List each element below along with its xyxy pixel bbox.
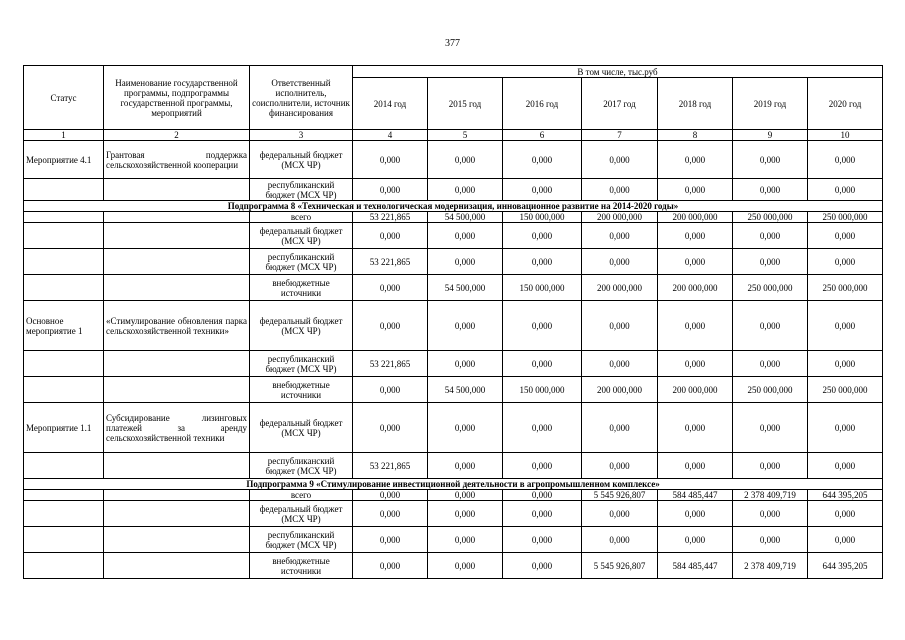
value-cell: 0,000: [808, 223, 883, 249]
name-cell: [104, 212, 250, 223]
status-cell: [24, 527, 104, 553]
value-cell: 0,000: [428, 301, 503, 351]
table-row: [24, 527, 883, 553]
value-cell: 250 000,000: [733, 212, 808, 223]
value-cell: 0,000: [353, 377, 428, 403]
table-row: [24, 212, 883, 223]
source-cell: внебюджетные источники: [250, 377, 353, 403]
value-cell: 0,000: [658, 141, 733, 179]
table-row: [24, 223, 883, 249]
source-cell: республиканский бюджет (МСХ ЧР): [250, 249, 353, 275]
value-cell: 250 000,000: [808, 212, 883, 223]
header-year: 2014 год: [353, 78, 428, 130]
value-cell: 0,000: [582, 301, 658, 351]
column-number: 3: [250, 130, 353, 141]
table-row: [24, 275, 883, 301]
name-cell: [104, 453, 250, 479]
value-cell: 644 395,205: [808, 490, 883, 501]
value-cell: 0,000: [582, 351, 658, 377]
value-cell: 0,000: [658, 249, 733, 275]
source-cell: внебюджетные источники: [250, 553, 353, 579]
value-cell: 0,000: [353, 275, 428, 301]
value-cell: 584 485,447: [658, 490, 733, 501]
subprogram-title: Подпрограмма 8 «Техническая и технологическая модернизация, инновационное развитие на 2014-2020 годы»: [24, 201, 883, 212]
value-cell: 644 395,205: [808, 553, 883, 579]
value-cell: 150 000,000: [503, 377, 582, 403]
column-number: 10: [808, 130, 883, 141]
value-cell: 0,000: [503, 179, 582, 201]
value-cell: 0,000: [733, 403, 808, 453]
source-cell: республиканский бюджет (МСХ ЧР): [250, 351, 353, 377]
table-row: [24, 301, 883, 351]
source-cell: федеральный бюджет (МСХ ЧР): [250, 403, 353, 453]
value-cell: 200 000,000: [582, 275, 658, 301]
header-year: 2017 год: [582, 78, 658, 130]
source-cell: республиканский бюджет (МСХ ЧР): [250, 453, 353, 479]
value-cell: 0,000: [582, 403, 658, 453]
value-cell: 0,000: [503, 301, 582, 351]
value-cell: 0,000: [353, 141, 428, 179]
table-row: [24, 453, 883, 479]
value-cell: 0,000: [503, 351, 582, 377]
name-cell: [104, 553, 250, 579]
value-cell: 0,000: [658, 403, 733, 453]
status-cell: [24, 501, 104, 527]
table-row: [24, 553, 883, 579]
value-cell: 0,000: [733, 249, 808, 275]
column-number: 5: [428, 130, 503, 141]
budget-table: [23, 65, 883, 579]
name-cell: «Стимулирование обновления парка сельскохозяйственной техники»: [104, 301, 250, 351]
value-cell: 250 000,000: [733, 275, 808, 301]
value-cell: 200 000,000: [658, 212, 733, 223]
value-cell: 0,000: [353, 490, 428, 501]
name-cell: [104, 527, 250, 553]
value-cell: 0,000: [658, 301, 733, 351]
value-cell: 0,000: [428, 553, 503, 579]
source-cell: федеральный бюджет (МСХ ЧР): [250, 223, 353, 249]
status-cell: [24, 275, 104, 301]
name-cell: [104, 223, 250, 249]
value-cell: 54 500,000: [428, 212, 503, 223]
header-responsible: Ответственный исполнитель, соисполнители, источник финансирования: [250, 66, 353, 130]
value-cell: 0,000: [733, 301, 808, 351]
header-year: 2020 год: [808, 78, 883, 130]
value-cell: 0,000: [808, 141, 883, 179]
value-cell: 0,000: [582, 141, 658, 179]
value-cell: 2 378 409,719: [733, 490, 808, 501]
status-cell: Основное мероприятие 1: [24, 301, 104, 351]
source-cell: республиканский бюджет (МСХ ЧР): [250, 527, 353, 553]
source-cell: внебюджетные источники: [250, 275, 353, 301]
value-cell: 250 000,000: [733, 377, 808, 403]
value-cell: 0,000: [428, 179, 503, 201]
value-cell: 0,000: [808, 179, 883, 201]
value-cell: 0,000: [503, 453, 582, 479]
value-cell: 54 500,000: [428, 377, 503, 403]
value-cell: 0,000: [428, 249, 503, 275]
status-cell: [24, 223, 104, 249]
value-cell: 0,000: [353, 553, 428, 579]
status-cell: [24, 553, 104, 579]
value-cell: 0,000: [353, 301, 428, 351]
value-cell: 0,000: [733, 351, 808, 377]
value-cell: 0,000: [503, 490, 582, 501]
value-cell: 150 000,000: [503, 212, 582, 223]
header-year: 2015 год: [428, 78, 503, 130]
value-cell: 0,000: [808, 301, 883, 351]
table-row: [24, 377, 883, 403]
value-cell: 0,000: [733, 223, 808, 249]
value-cell: 0,000: [808, 501, 883, 527]
value-cell: 0,000: [658, 527, 733, 553]
value-cell: 0,000: [503, 249, 582, 275]
value-cell: 200 000,000: [658, 275, 733, 301]
value-cell: 0,000: [582, 501, 658, 527]
value-cell: 0,000: [503, 223, 582, 249]
value-cell: 0,000: [658, 351, 733, 377]
status-cell: [24, 212, 104, 223]
table-row: [24, 141, 883, 179]
status-cell: [24, 179, 104, 201]
name-cell: [104, 249, 250, 275]
column-number: 4: [353, 130, 428, 141]
value-cell: 2 378 409,719: [733, 553, 808, 579]
value-cell: 0,000: [808, 527, 883, 553]
value-cell: 0,000: [428, 501, 503, 527]
value-cell: 5 545 926,807: [582, 553, 658, 579]
column-number: 2: [104, 130, 250, 141]
value-cell: 0,000: [428, 453, 503, 479]
name-cell: [104, 179, 250, 201]
value-cell: 0,000: [808, 249, 883, 275]
value-cell: 200 000,000: [658, 377, 733, 403]
value-cell: 0,000: [428, 490, 503, 501]
header-year: 2016 год: [503, 78, 582, 130]
table-row: [24, 501, 883, 527]
subprogram-row: [24, 479, 883, 490]
value-cell: 0,000: [428, 527, 503, 553]
subprogram-row: [24, 201, 883, 212]
value-cell: 0,000: [582, 249, 658, 275]
value-cell: 0,000: [353, 501, 428, 527]
value-cell: 250 000,000: [808, 377, 883, 403]
column-number: 9: [733, 130, 808, 141]
value-cell: 0,000: [733, 501, 808, 527]
value-cell: 0,000: [733, 141, 808, 179]
column-number: 7: [582, 130, 658, 141]
header-status: Статус: [24, 66, 104, 130]
value-cell: 0,000: [503, 501, 582, 527]
header-year: 2018 год: [658, 78, 733, 130]
status-cell: [24, 249, 104, 275]
subprogram-title: Подпрограмма 9 «Стимулирование инвестиционной деятельности в агропромышленном комплексе»: [24, 479, 883, 490]
value-cell: 0,000: [658, 179, 733, 201]
page-number: 377: [445, 38, 460, 49]
name-cell: Субсидирование лизинговых платежей за аренду сельскохозяйственной техники: [104, 403, 250, 453]
source-cell: федеральный бюджет (МСХ ЧР): [250, 301, 353, 351]
value-cell: 200 000,000: [582, 377, 658, 403]
table-row: [24, 351, 883, 377]
value-cell: 0,000: [428, 223, 503, 249]
value-cell: 200 000,000: [582, 212, 658, 223]
value-cell: 0,000: [733, 179, 808, 201]
value-cell: 0,000: [503, 553, 582, 579]
table-row: [24, 403, 883, 453]
value-cell: 0,000: [733, 527, 808, 553]
status-cell: Мероприятие 4.1: [24, 141, 104, 179]
status-cell: [24, 351, 104, 377]
table-row: [24, 249, 883, 275]
header-year: 2019 год: [733, 78, 808, 130]
name-cell: [104, 351, 250, 377]
source-cell: всего: [250, 212, 353, 223]
value-cell: 0,000: [582, 453, 658, 479]
value-cell: 53 221,865: [353, 351, 428, 377]
source-cell: всего: [250, 490, 353, 501]
value-cell: 0,000: [658, 223, 733, 249]
value-cell: 0,000: [808, 351, 883, 377]
value-cell: 53 221,865: [353, 212, 428, 223]
value-cell: 0,000: [582, 223, 658, 249]
value-cell: 53 221,865: [353, 249, 428, 275]
column-number: 1: [24, 130, 104, 141]
value-cell: 0,000: [808, 403, 883, 453]
status-cell: [24, 490, 104, 501]
value-cell: 0,000: [428, 141, 503, 179]
value-cell: 0,000: [353, 403, 428, 453]
name-cell: [104, 275, 250, 301]
value-cell: 0,000: [428, 351, 503, 377]
name-cell: Грантовая поддержка сельскохозяйственной кооперации: [104, 141, 250, 179]
status-cell: Мероприятие 1.1: [24, 403, 104, 453]
name-cell: [104, 377, 250, 403]
source-cell: федеральный бюджет (МСХ ЧР): [250, 501, 353, 527]
value-cell: 53 221,865: [353, 453, 428, 479]
status-cell: [24, 453, 104, 479]
header-in-total: В том числе, тыс.руб: [353, 66, 883, 78]
value-cell: 0,000: [658, 453, 733, 479]
value-cell: 0,000: [733, 453, 808, 479]
value-cell: 0,000: [503, 527, 582, 553]
table-row: [24, 179, 883, 201]
value-cell: 0,000: [582, 179, 658, 201]
value-cell: 150 000,000: [503, 275, 582, 301]
value-cell: 0,000: [353, 527, 428, 553]
name-cell: [104, 501, 250, 527]
value-cell: 250 000,000: [808, 275, 883, 301]
value-cell: 54 500,000: [428, 275, 503, 301]
column-number: 8: [658, 130, 733, 141]
value-cell: 0,000: [808, 453, 883, 479]
status-cell: [24, 377, 104, 403]
value-cell: 0,000: [503, 141, 582, 179]
value-cell: 0,000: [353, 223, 428, 249]
table-row: [24, 490, 883, 501]
source-cell: федеральный бюджет (МСХ ЧР): [250, 141, 353, 179]
value-cell: 584 485,447: [658, 553, 733, 579]
value-cell: 0,000: [428, 403, 503, 453]
name-cell: [104, 490, 250, 501]
value-cell: 0,000: [503, 403, 582, 453]
header-name: Наименование государственной программы, подпрограммы государственной программы, мероприятий: [104, 66, 250, 130]
value-cell: 0,000: [658, 501, 733, 527]
source-cell: республиканский бюджет (МСХ ЧР): [250, 179, 353, 201]
value-cell: 0,000: [353, 179, 428, 201]
value-cell: 5 545 926,807: [582, 490, 658, 501]
column-number: 6: [503, 130, 582, 141]
value-cell: 0,000: [582, 527, 658, 553]
